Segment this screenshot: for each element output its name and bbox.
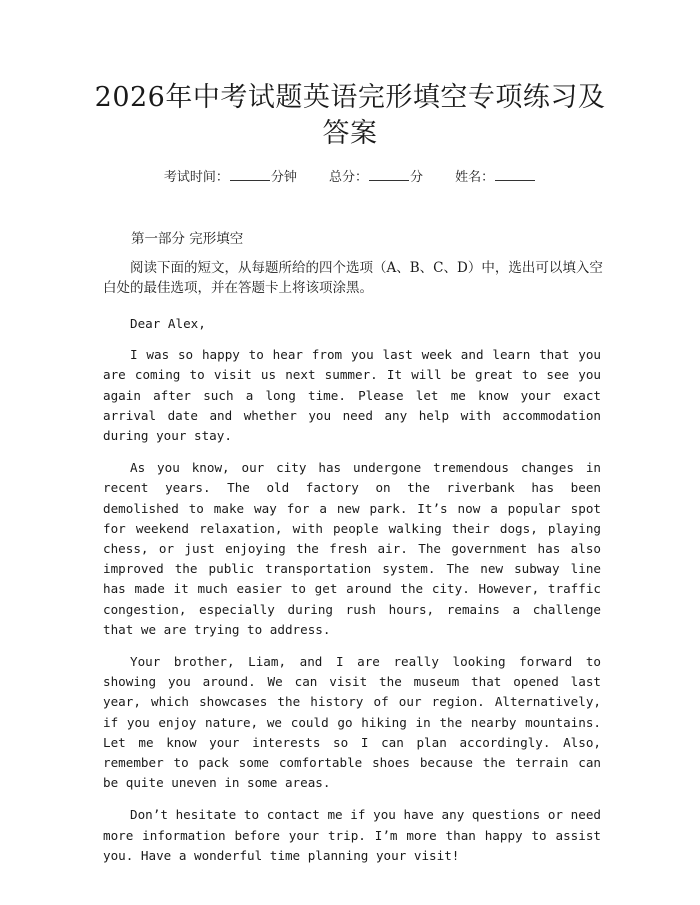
exam-time-unit: 分钟 [270, 170, 297, 185]
total-score-field [329, 168, 423, 187]
instructions-text: 阅读下面的短文，从每题所给的四个选项（A、B、C、D）中，选出可以填入空白处的最佳选项，并在答题卡上将该项涂黑。 [103, 260, 603, 296]
student-name-blank [495, 168, 535, 181]
total-score-unit: 分 [410, 170, 424, 185]
student-name-field [455, 168, 536, 187]
letter-salutation: Dear Alex, [130, 316, 206, 331]
letter-paragraph-2: As you know, our city has undergone tremendous changes in recent years. The old factory on the riverbank has been demolished to make way for a new park. It’s now a popular spot for weekend relaxation, with people walking their dogs, playing chess, or just enjoying the fresh air. The government has also improved the public transportation system. The new subway line has made it much easier to get around the city. However, traffic congestion, especially during rush hours, remains a challenge that we are trying to address. [103, 460, 601, 637]
student-name-label: 姓名： [455, 170, 495, 185]
exam-info-line [0, 168, 700, 187]
letter-paragraph-3: Your brother, Liam, and I are really looking forward to showing you around. We can visit the museum that opened last year, which showcases the history of our region. Alternatively, if you enjoy nature, we could go hiking in the nearby mountains. Let me know your interests so I can plan accordingly. Also, remember to pack some comfortable shoes because the terrain can be quite uneven in some areas. [103, 654, 601, 791]
letter-paragraph-1: I was so happy to hear from you last week and learn that you are coming to visit us next summer. It will be great to see you again after such a long time. Please let me know your exact arrival date and whether you need any help with accommodation during your stay. [103, 347, 601, 444]
letter-paragraph-4: Don’t hesitate to contact me if you have any questions or need more information before your trip. I’m more than happy to assist you. Have a wonderful time planning your visit! [103, 807, 601, 863]
exam-time-blank [230, 168, 270, 181]
total-score-blank [369, 168, 409, 181]
exam-time-label: 考试时间： [163, 170, 229, 185]
letter-body [103, 314, 601, 878]
section-title: 第一部分 完形填空 [131, 231, 244, 247]
exam-time-field [164, 168, 297, 187]
total-score-label: 总分： [328, 170, 368, 185]
document-title: 2026年中考试题英语完形填空专项练习及答案 [94, 82, 606, 149]
